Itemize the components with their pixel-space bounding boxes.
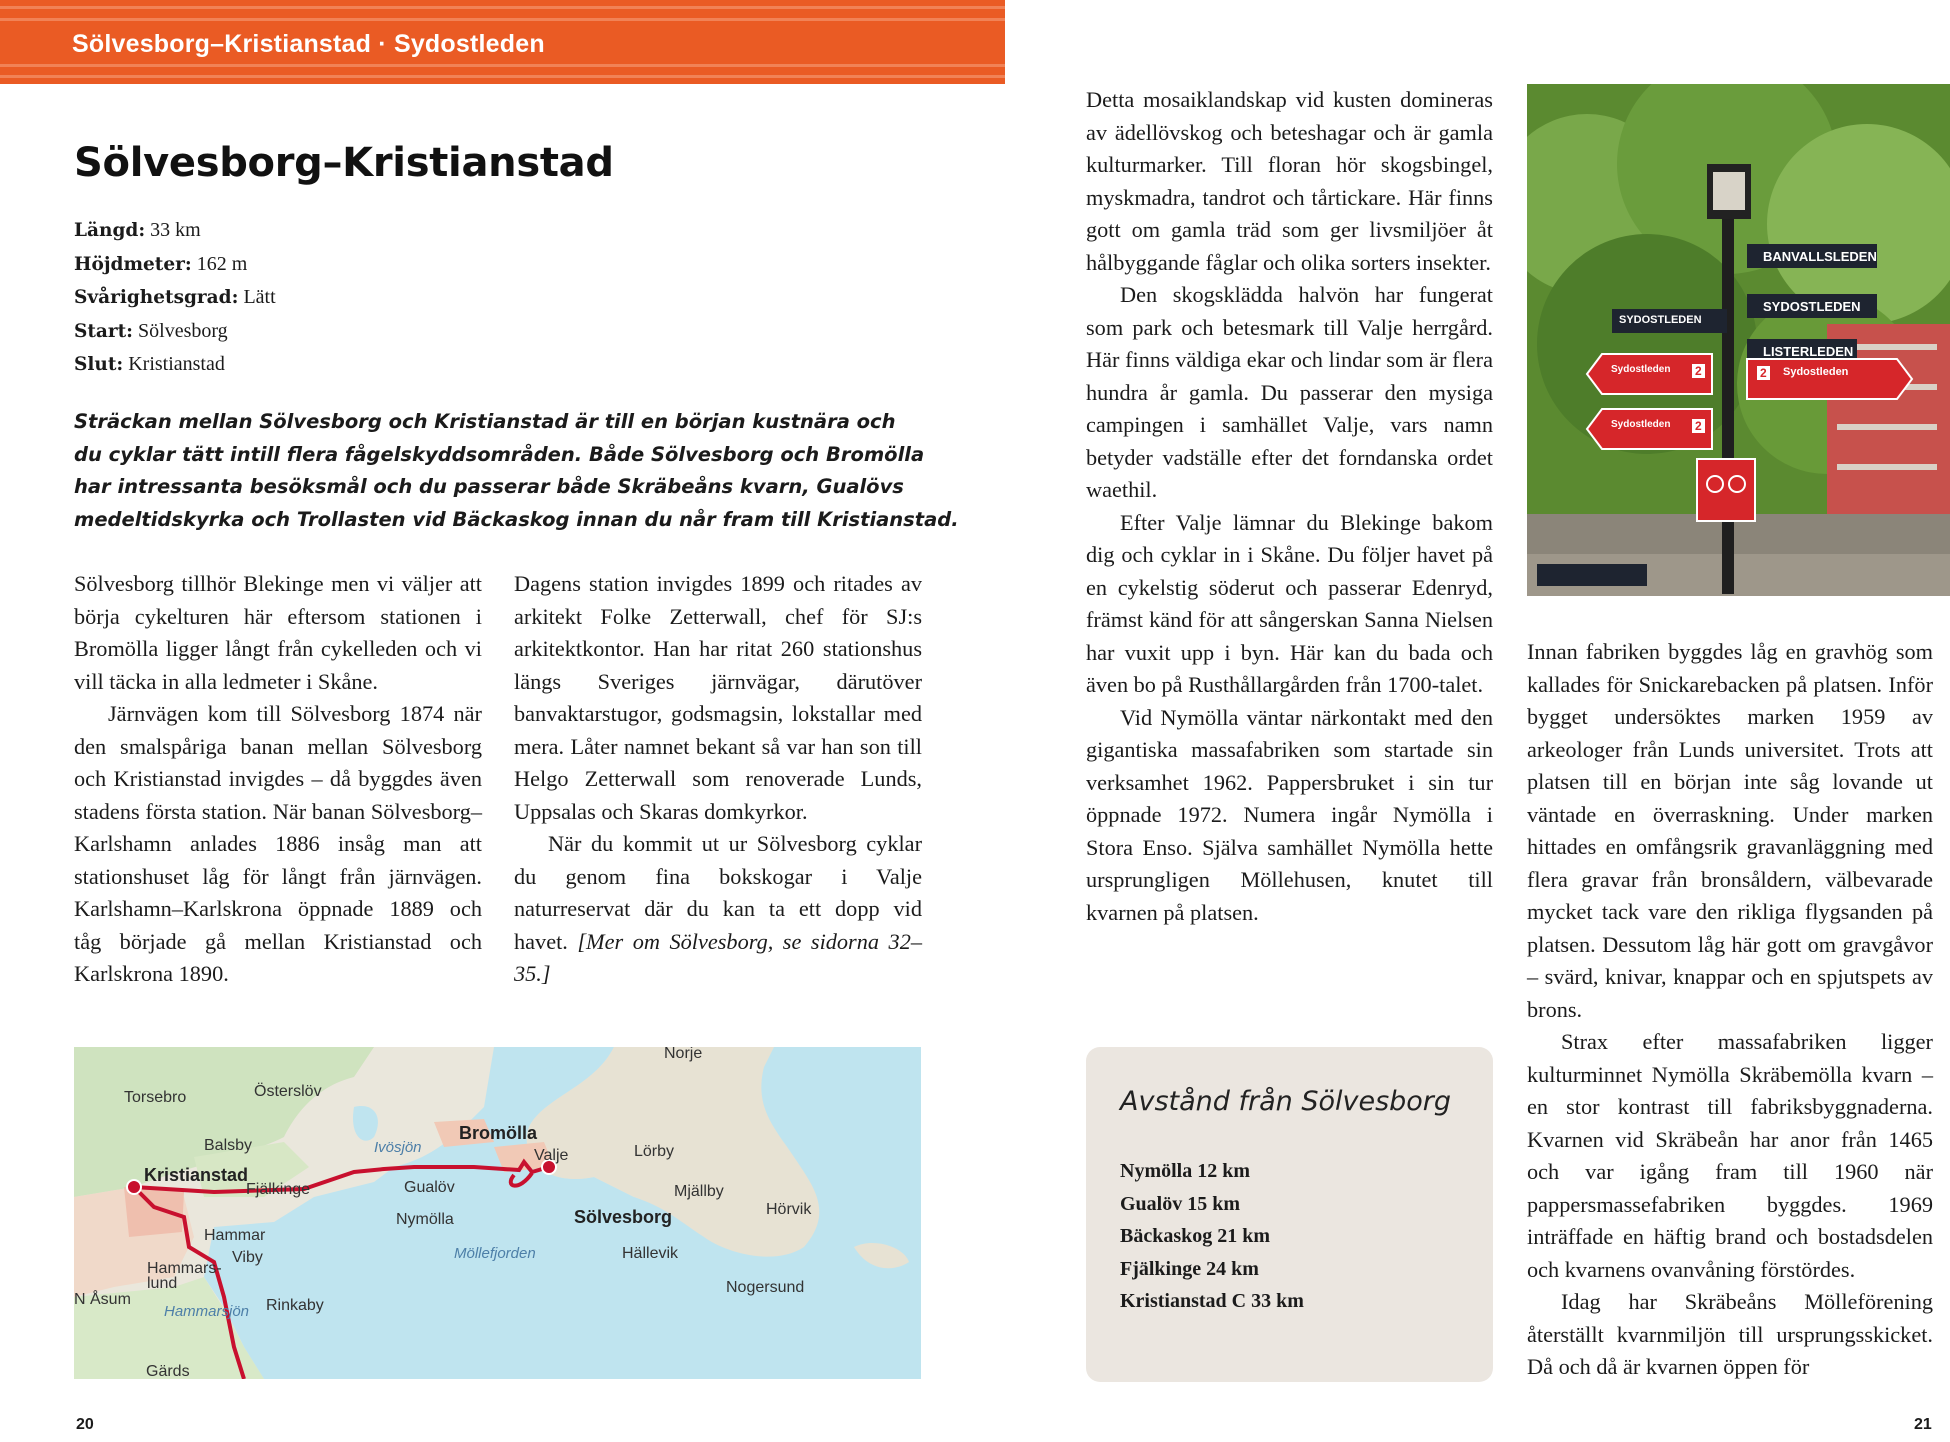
banner-title: Sölvesborg–Kristianstad · Sydostleden — [72, 30, 545, 58]
route-map — [74, 1047, 921, 1379]
paragraph: Vid Nymölla väntar närkontakt med den gigantiska massafabriken som startade sin verksamhet 1962. Pappersbruket i sin tur öppnade 1972. Numera ingår Nymölla i Stora Enso. Själva samhället Nymölla hette ursprungligen Möllehusen, knutet till kvarnen på platsen. — [1086, 704, 1493, 925]
map-label: Österslöv — [254, 1083, 322, 1100]
map-label: Fjälkinge — [246, 1181, 311, 1198]
paragraph: Detta mosaiklandskap vid kusten domineras av ädellövskog och beteshagar och är gamla kulturmarker. Till floran hör skogsbingel, myskmadra, tandrot och tårtickare. Här finns gott om gamla träd som ger livsmiljöer åt hålbyggande fåglar och olika sorters insekter. — [1086, 87, 1493, 275]
distance-list — [1120, 1155, 1304, 1318]
intro-paragraph: Sträckan mellan Sölvesborg och Kristianstad är till en början kustnära och du cyklar tätt intill flera fågelskyddsområden. Både Sölvesborg och Bromölla har intressanta besöksmål och du passerar både Skräbeåns kvarn, Gualövs medeltidskyrka och Trollasten vid Bäckaskog innan du når fram till Kristianstad. — [74, 410, 959, 531]
sign-sydostleden-left: SYDOSTLEDEN — [1619, 314, 1702, 326]
page-number-right: 21 — [1914, 1416, 1932, 1433]
fact-length: Längd: 33 km — [74, 219, 201, 241]
map-label: Hammars- lund — [147, 1260, 222, 1292]
sign-banvallsleden: BANVALLSLEDEN — [1763, 249, 1877, 264]
sign-right-title: Sydostleden — [1783, 366, 1849, 378]
paragraph: Järnvägen kom till Sölvesborg 1874 när den smalspåriga banan mellan Sölvesborg och Kristianstad invigdes – då byggdes även stadens första station. När banan Sölvesborg–Karlshamn anlades 1886 insåg man att stationshuset låg för långt från järnvägen. Karlshamn–Karlskrona öppnade 1889 och tåg började gå mellan Kristianstad och Karlskrona 1890. — [74, 701, 482, 986]
signpost-photo — [1527, 84, 1950, 596]
map-label: Lörby — [634, 1143, 675, 1160]
paragraph: Dagens station invigdes 1899 och ritades av arkitekt Folke Zetterwall, chef för SJ:s arkitektkontor. Han har ritat 260 stationshus längs Sveriges järnvägar, därutöver banvaktarstugor, godsmagsin, lokstallar med mera. Låter namnet bekant så var han son till Helgo Zetterwall som renoverade Lunds, Uppsalas och Skaras domkyrkor. — [514, 571, 922, 824]
sign-right-number: 2 — [1757, 366, 1770, 380]
map-label: Valje — [534, 1147, 569, 1164]
distance-item: Bäckaskog 21 km — [1120, 1225, 1271, 1247]
map-label: Torsebro — [124, 1089, 187, 1106]
distance-item: Gualöv 15 km — [1120, 1192, 1241, 1215]
distance-item: Kristianstad C 33 km — [1120, 1290, 1304, 1312]
fact-start: Start: Sölvesborg — [74, 319, 228, 342]
map-label: Nymölla — [396, 1211, 454, 1228]
map-label: Möllefjorden — [454, 1245, 536, 1262]
distance-item: Nymölla 12 km — [1120, 1160, 1250, 1182]
fact-difficulty: Svårighetsgrad: Lätt — [74, 286, 276, 308]
sign-low-number: 2 — [1692, 419, 1705, 433]
distance-item: Fjälkinge 24 km — [1120, 1257, 1259, 1280]
map-label: Sölvesborg — [574, 1207, 673, 1227]
map-label: Hammarsjön — [164, 1303, 250, 1320]
paragraph: Efter Valje lämnar du Blekinge bakom dig och cyklar in i Skåne. Du följer havet på en cykelstig söderut och passerar Edenryd, främst känd för att sångerskan Sanna Nielsen har vuxit upp i byn. Här kan du bada och även bo på Rusthållargården från 1700-talet. — [1086, 509, 1493, 697]
page-reference: [Mer om Sölvesborg, se sidorna 32–35.] — [514, 928, 922, 986]
map-label: Norje — [664, 1047, 703, 1062]
map-label: Hammar — [204, 1227, 266, 1244]
body-column-3 — [1086, 84, 1493, 929]
map-label: Hörvik — [766, 1201, 812, 1218]
map-label: Balsby — [204, 1137, 253, 1154]
distance-box-title: Avstånd från Sölvesborg — [1120, 1086, 1452, 1117]
map-label: Rinkaby — [266, 1297, 324, 1314]
map-label: Gualöv — [404, 1179, 455, 1196]
paragraph: Idag har Skräbeåns Mölleförening återställt kvarnmiljön till ursprungsskicket. Då och då är kvarnen öppen för — [1527, 1289, 1933, 1379]
fact-elevation: Höjdmeter: 162 m — [74, 252, 248, 275]
map-label: Ivösjön — [374, 1139, 422, 1156]
body-column-1 — [74, 568, 482, 991]
route-facts — [74, 214, 276, 382]
sign-left-number: 2 — [1692, 364, 1705, 378]
map-label: Kristianstad — [144, 1165, 249, 1185]
sign-left-title: Sydostleden — [1611, 364, 1671, 375]
paragraph: Strax efter massafabriken ligger kulturminnet Nymölla Skräbemölla kvarn – en stor kontrast till fabriksbyggnaderna. Kvarnen vid Skräbeån har anor från 1465 och var igång fram till 1960 när pappersmassefabriken byggdes. 1969 inträffade en häftig brand och bostadsdelen och kvarnens ovanvåning förstördes. — [1527, 1029, 1933, 1282]
paragraph: Den skogsklädda halvön har fungerat som park och betesmark till Valje herrgård. Här finns väldiga ekar och lindar som är flera hundra år gamla. Du passerar den mysiga campingen i samhället Valje, vars namn betyder vadställe efter det forndanska ordet waethil. — [1086, 282, 1493, 502]
map-label: Gärds — [146, 1363, 190, 1379]
body-column-4 — [1527, 636, 1933, 1384]
sign-low-title: Sydostleden — [1611, 419, 1671, 430]
map-label: Viby — [232, 1249, 263, 1266]
page-title: Sölvesborg–Kristianstad — [74, 140, 614, 186]
map-label: Bromölla — [459, 1123, 538, 1143]
map-label: Mjällby — [674, 1183, 724, 1200]
paragraph: När du kommit ut ur Sölvesborg cyklar du genom fina bokskogar i Valje naturreservat där du kan ta ett dopp vid havet. [Mer om Sölvesborg, se sidorna 32–35.] — [514, 831, 922, 986]
paragraph: Innan fabriken byggdes låg en gravhög som kallades för Snickarebacken på platsen. Inför bygget undersöktes marken 1959 av arkeologer från Lunds universitet. Trots att platsen till en början inte såg lovande ut väntade en överraskning. Under marken hittades en omfångsrik gravanläggning med flera gravar från bronsåldern, välbevarade mycket tack vare den rikliga flygsanden på platsen. Dessutom låg här gott om gravgåvor – svärd, knivar, knappar och en spjutspets av brons. — [1527, 639, 1933, 1022]
body-column-2 — [514, 568, 922, 991]
sign-listerleden: LISTERLEDEN — [1763, 344, 1854, 359]
map-label: Hällevik — [622, 1245, 679, 1262]
sign-sydostleden: SYDOSTLEDEN — [1763, 299, 1861, 314]
map-label: Nogersund — [726, 1279, 805, 1296]
page-number-left: 20 — [76, 1416, 94, 1433]
paragraph: Sölvesborg tillhör Blekinge men vi väljer att börja cykelturen här eftersom stationen i Bromölla ligger långt från cykelleden och vi vill täcka in alla ledmeter i Skåne. — [74, 571, 482, 694]
map-label: N Åsum — [74, 1291, 131, 1308]
fact-end: Slut: Kristianstad — [74, 353, 225, 375]
